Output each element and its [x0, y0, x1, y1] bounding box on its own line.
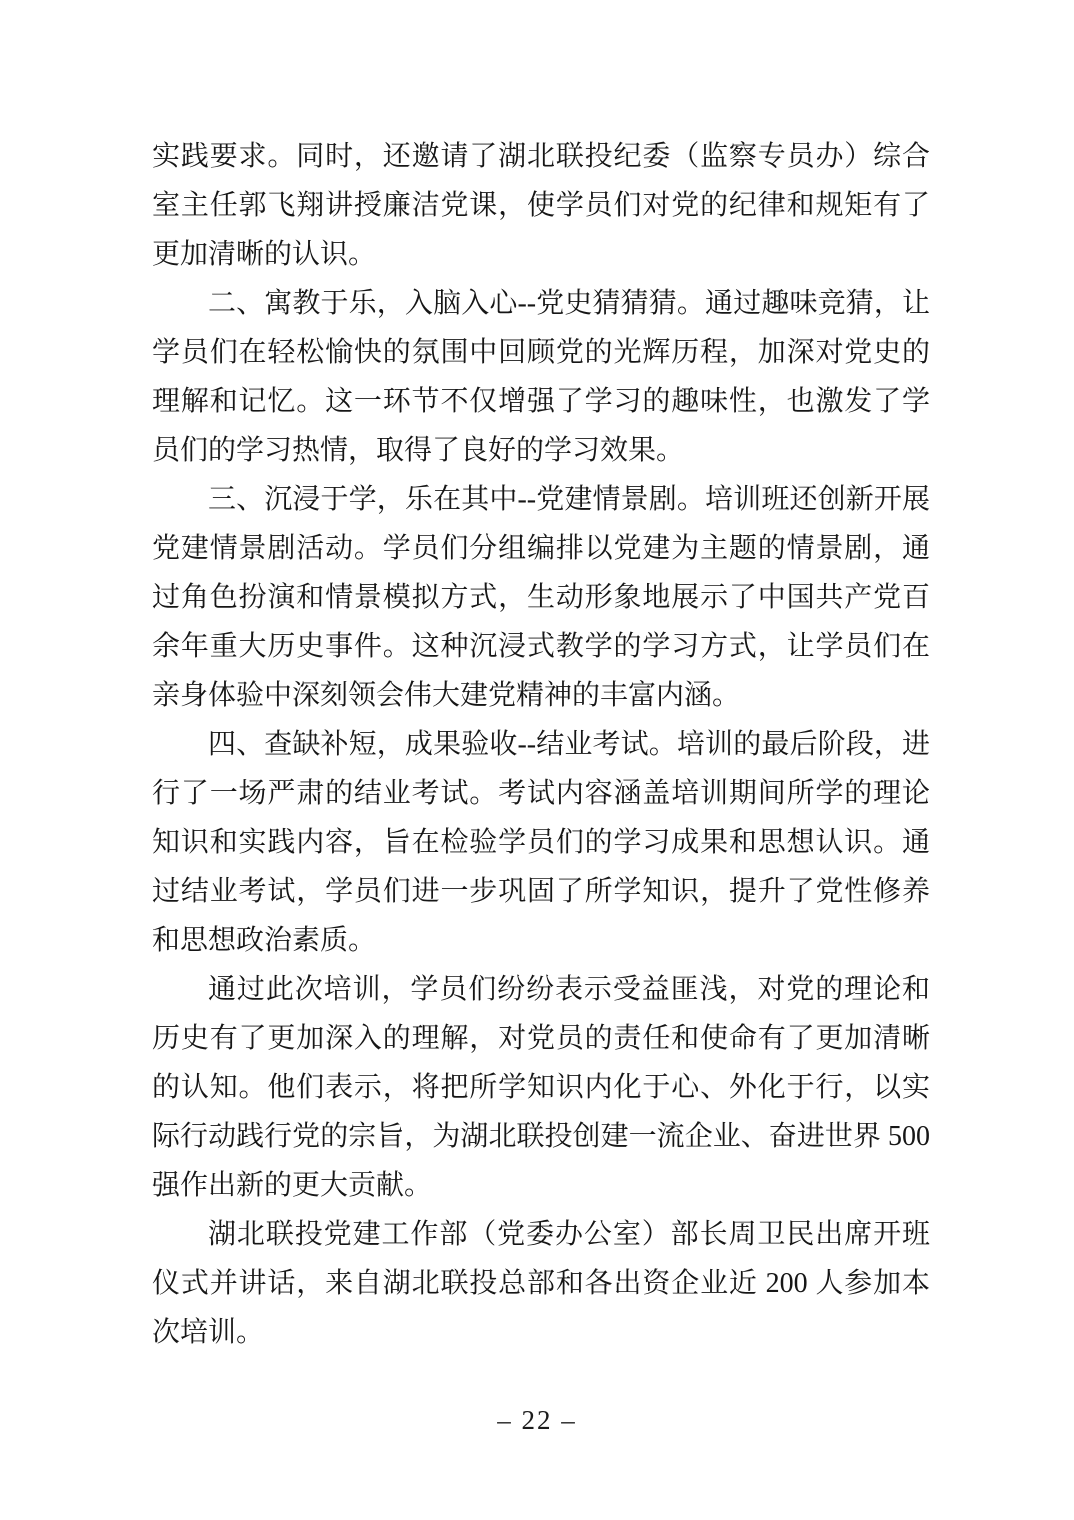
- body-paragraph-5: 通过此次培训，学员们纷纷表示受益匪浅，对党的理论和历史有了更加深入的理解，对党员的责任和使命有了更加清晰的认知。他们表示，将把所学知识内化于心、外化于行，以实际行动践行党的宗旨，为湖北联投创建一流企业、奋进世界 500 强作出新的更大贡献。: [152, 974, 930, 1201]
- document-body: [152, 132, 930, 1357]
- page-number: – 22 –: [497, 1405, 577, 1435]
- body-paragraph-2: 二、寓教于乐，入脑入心--党史猜猜猜。通过趣味竞猜，让学员们在轻松愉快的氛围中回顾党的光辉历程，加深对党史的理解和记忆。这一环节不仅增强了学习的趣味性，也激发了学员们的学习热情，取得了良好的学习效果。: [152, 288, 930, 466]
- body-paragraph-4: 四、查缺补短，成果验收--结业考试。培训的最后阶段，进行了一场严肃的结业考试。考试内容涵盖培训期间所学的理论知识和实践内容，旨在检验学员们的学习成果和思想认识。通过结业考试，学员们进一步巩固了所学知识，提升了党性修养和思想政治素质。: [152, 729, 930, 956]
- body-paragraph-1: 实践要求。同时，还邀请了湖北联投纪委（监察专员办）综合室主任郭飞翔讲授廉洁党课，使学员们对党的纪律和规矩有了更加清晰的认识。: [152, 141, 930, 270]
- body-paragraph-3: 三、沉浸于学，乐在其中--党建情景剧。培训班还创新开展党建情景剧活动。学员们分组编排以党建为主题的情景剧，通过角色扮演和情景模拟方式，生动形象地展示了中国共产党百余年重大历史事件。这种沉浸式教学的学习方式，让学员们在亲身体验中深刻领会伟大建党精神的丰富内涵。: [152, 484, 930, 711]
- body-paragraph-6: 湖北联投党建工作部（党委办公室）部长周卫民出席开班仪式并讲话，来自湖北联投总部和各出资企业近 200 人参加本次培训。: [152, 1219, 930, 1348]
